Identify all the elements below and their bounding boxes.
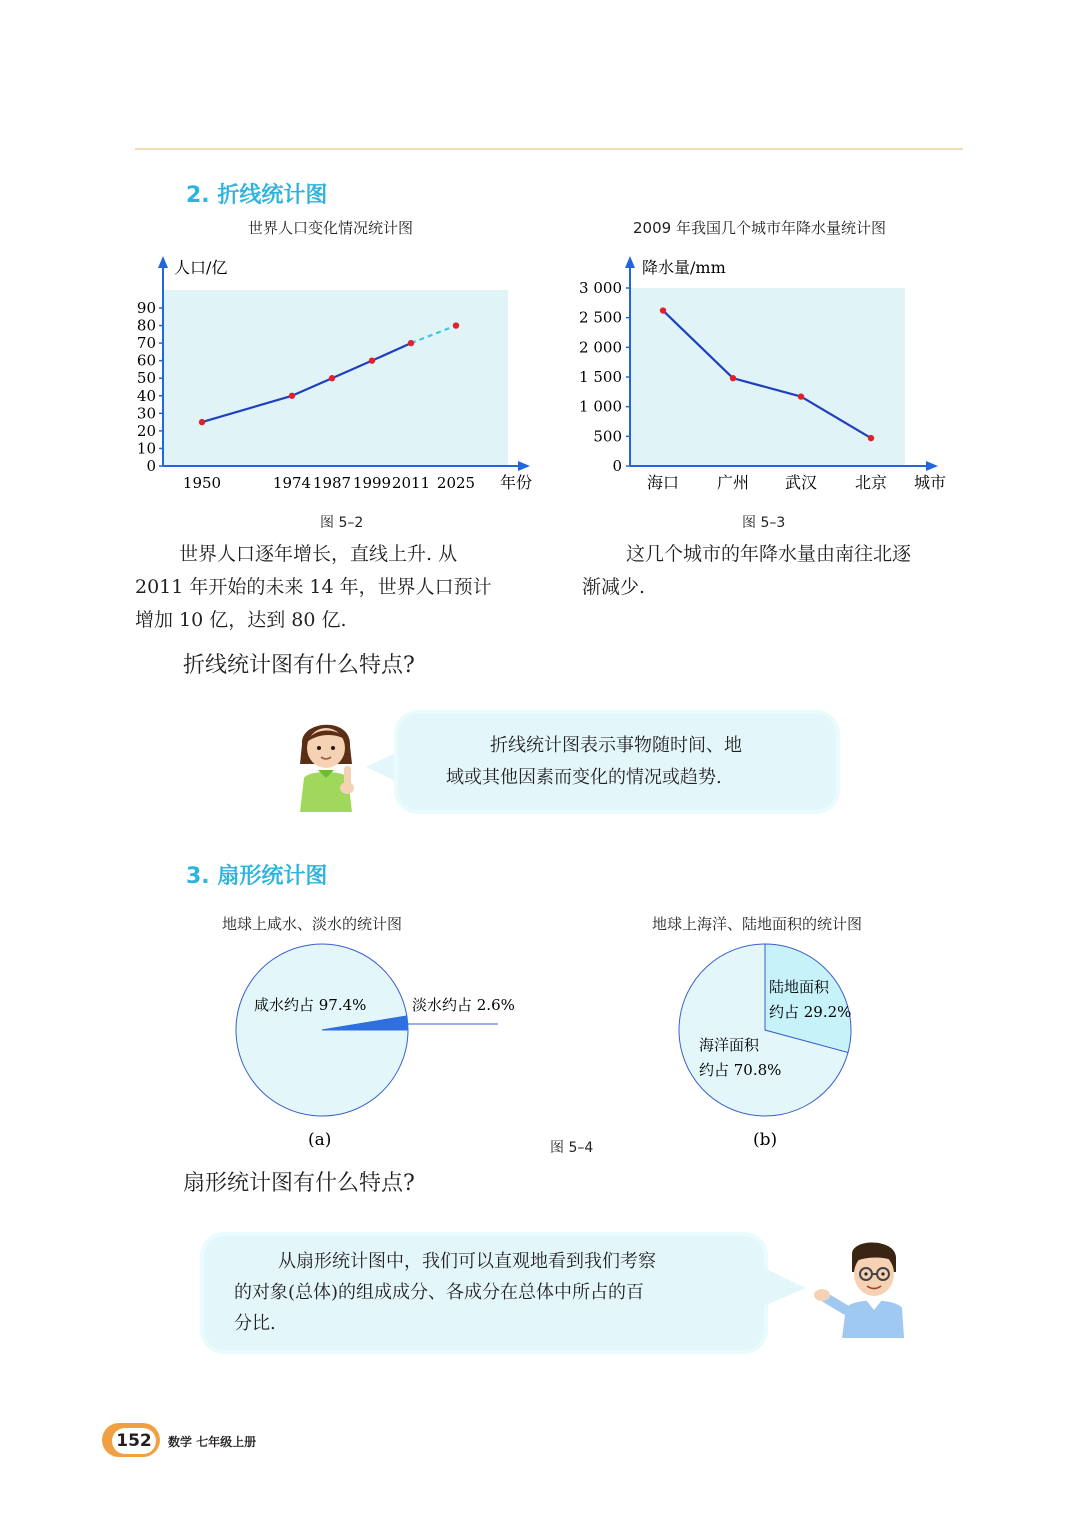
paragraph-text: 世界人口逐年增长，直线上升. 从 bbox=[179, 543, 458, 565]
bubble-line: 域或其他因素而变化的情况或趋势. bbox=[446, 767, 722, 788]
pie-label-freshwater: 淡水约占 2.6% bbox=[412, 996, 515, 1014]
pie-label-saltwater: 咸水约占 97.4% bbox=[254, 996, 367, 1014]
y-tick-label: 500 bbox=[593, 427, 622, 446]
pie-a-title: 地球上咸水、淡水的统计图 bbox=[222, 915, 403, 933]
paragraph-line: 渐减少. bbox=[582, 576, 646, 598]
bubble-line: 分比. bbox=[234, 1313, 276, 1334]
question-pie-chart: 扇形统计图有什么特点? bbox=[183, 1171, 415, 1196]
chart-title-population: 世界人口变化情况统计图 bbox=[248, 219, 414, 237]
x-tick-label: 广州 bbox=[716, 473, 750, 492]
x-tick-label: 海口 bbox=[646, 473, 680, 492]
data-point bbox=[408, 340, 414, 346]
x-tick-label: 1999 bbox=[352, 474, 392, 492]
bubble-line: 的对象(总体)的组成成分、各成分在总体中所占的百 bbox=[234, 1282, 645, 1303]
pie-label-land: 陆地面积 bbox=[769, 978, 830, 996]
paragraph-population bbox=[135, 538, 535, 637]
x-axis-label: 年份 bbox=[500, 473, 533, 492]
speech-bubble-line-chart bbox=[398, 714, 836, 810]
data-point bbox=[453, 322, 459, 328]
y-axis-label: 人口/亿 bbox=[174, 258, 228, 277]
rainfall-line-chart bbox=[570, 250, 960, 500]
y-tick-label: 80 bbox=[136, 316, 156, 335]
paragraph-line: 增加 10 亿，达到 80 亿. bbox=[135, 609, 347, 631]
data-point bbox=[868, 435, 874, 441]
y-tick-label: 30 bbox=[136, 404, 156, 423]
figure-label-5-3: 图 5–3 bbox=[742, 515, 786, 531]
paragraph-line: 2011 年开始的未来 14 年，世界人口预计 bbox=[135, 576, 492, 598]
y-tick-label: 60 bbox=[136, 351, 156, 370]
page-number: 152 bbox=[112, 1428, 156, 1454]
bubble-text-line: 折线统计图表示事物随时间、地 bbox=[490, 735, 742, 756]
question-line-chart: 折线统计图有什么特点? bbox=[183, 653, 415, 678]
data-point bbox=[798, 393, 804, 399]
y-tick-label: 50 bbox=[136, 369, 156, 388]
figure-label-5-4: 图 5–4 bbox=[550, 1140, 594, 1156]
top-rule bbox=[135, 148, 963, 150]
section-heading-line-chart: 2. 折线统计图 bbox=[186, 183, 328, 208]
pie-chart-ocean-land bbox=[665, 935, 875, 1155]
x-axis-arrow-icon bbox=[518, 461, 530, 471]
girl-teacher-icon bbox=[292, 712, 362, 812]
population-line-chart bbox=[130, 250, 550, 500]
y-tick-label: 20 bbox=[136, 421, 156, 440]
x-tick-label: 1950 bbox=[182, 474, 222, 492]
x-tick-label: 1974 bbox=[272, 474, 312, 492]
y-tick-label: 40 bbox=[136, 386, 156, 405]
data-point bbox=[199, 419, 205, 425]
y-tick-label: 1 000 bbox=[579, 397, 622, 416]
bubble-text-line: 从扇形统计图中，我们可以直观地看到我们考察 bbox=[278, 1251, 656, 1272]
pie-b-title: 地球上海洋、陆地面积的统计图 bbox=[652, 915, 863, 933]
data-point bbox=[289, 393, 295, 399]
bubble-line bbox=[234, 1246, 754, 1277]
bubble-line bbox=[446, 730, 836, 762]
plot-area bbox=[630, 288, 905, 466]
y-tick-label: 1 500 bbox=[579, 368, 622, 386]
y-tick-label: 0 bbox=[612, 457, 622, 475]
data-point bbox=[660, 307, 666, 313]
x-tick-label: 1987 bbox=[312, 474, 352, 492]
y-tick-label: 10 bbox=[136, 439, 156, 458]
x-axis-label: 城市 bbox=[914, 473, 947, 492]
x-tick-label: 武汉 bbox=[784, 473, 818, 492]
y-axis-arrow-icon bbox=[625, 256, 635, 268]
speech-bubble-tail bbox=[762, 1262, 812, 1312]
section-heading-pie-chart: 3. 扇形统计图 bbox=[186, 864, 328, 889]
data-point bbox=[730, 375, 736, 381]
book-title: 数学 七年级上册 bbox=[168, 1435, 257, 1449]
x-tick-label: 北京 bbox=[854, 473, 888, 492]
pie-label-land: 约占 29.2% bbox=[769, 1003, 852, 1021]
speech-bubble-pie-chart bbox=[204, 1236, 764, 1350]
male-teacher-icon bbox=[812, 1238, 908, 1338]
paragraph-line bbox=[135, 538, 535, 571]
pie-caption-b: (b) bbox=[753, 1130, 778, 1150]
y-tick-label: 90 bbox=[136, 299, 156, 317]
pie-label-ocean: 海洋面积 bbox=[699, 1036, 760, 1054]
y-tick-label: 2 000 bbox=[579, 338, 622, 357]
x-tick-label: 2025 bbox=[436, 474, 476, 492]
data-point bbox=[369, 357, 375, 363]
figure-label-5-2: 图 5–2 bbox=[320, 515, 364, 531]
paragraph-line bbox=[582, 538, 962, 571]
y-axis-label: 降水量/mm bbox=[642, 258, 726, 277]
data-point bbox=[329, 375, 335, 381]
pie-label-ocean: 约占 70.8% bbox=[699, 1061, 782, 1079]
bubble-text bbox=[234, 1246, 754, 1339]
y-tick-label: 3 000 bbox=[579, 279, 622, 297]
x-tick-label: 2011 bbox=[391, 474, 431, 492]
bubble-text bbox=[446, 730, 836, 794]
x-axis-arrow-icon bbox=[926, 461, 938, 471]
y-tick-label: 70 bbox=[136, 334, 156, 353]
paragraph-text: 这几个城市的年降水量由南往北逐 bbox=[626, 543, 912, 565]
paragraph-rainfall bbox=[582, 538, 962, 604]
pie-chart-saltwater bbox=[220, 935, 540, 1155]
pie-caption-a: (a) bbox=[308, 1130, 332, 1150]
y-tick-label: 2 500 bbox=[579, 308, 622, 327]
y-tick-label: 0 bbox=[146, 457, 156, 475]
y-axis-arrow-icon bbox=[158, 256, 168, 268]
chart-title-rainfall: 2009 年我国几个城市年降水量统计图 bbox=[633, 219, 886, 237]
